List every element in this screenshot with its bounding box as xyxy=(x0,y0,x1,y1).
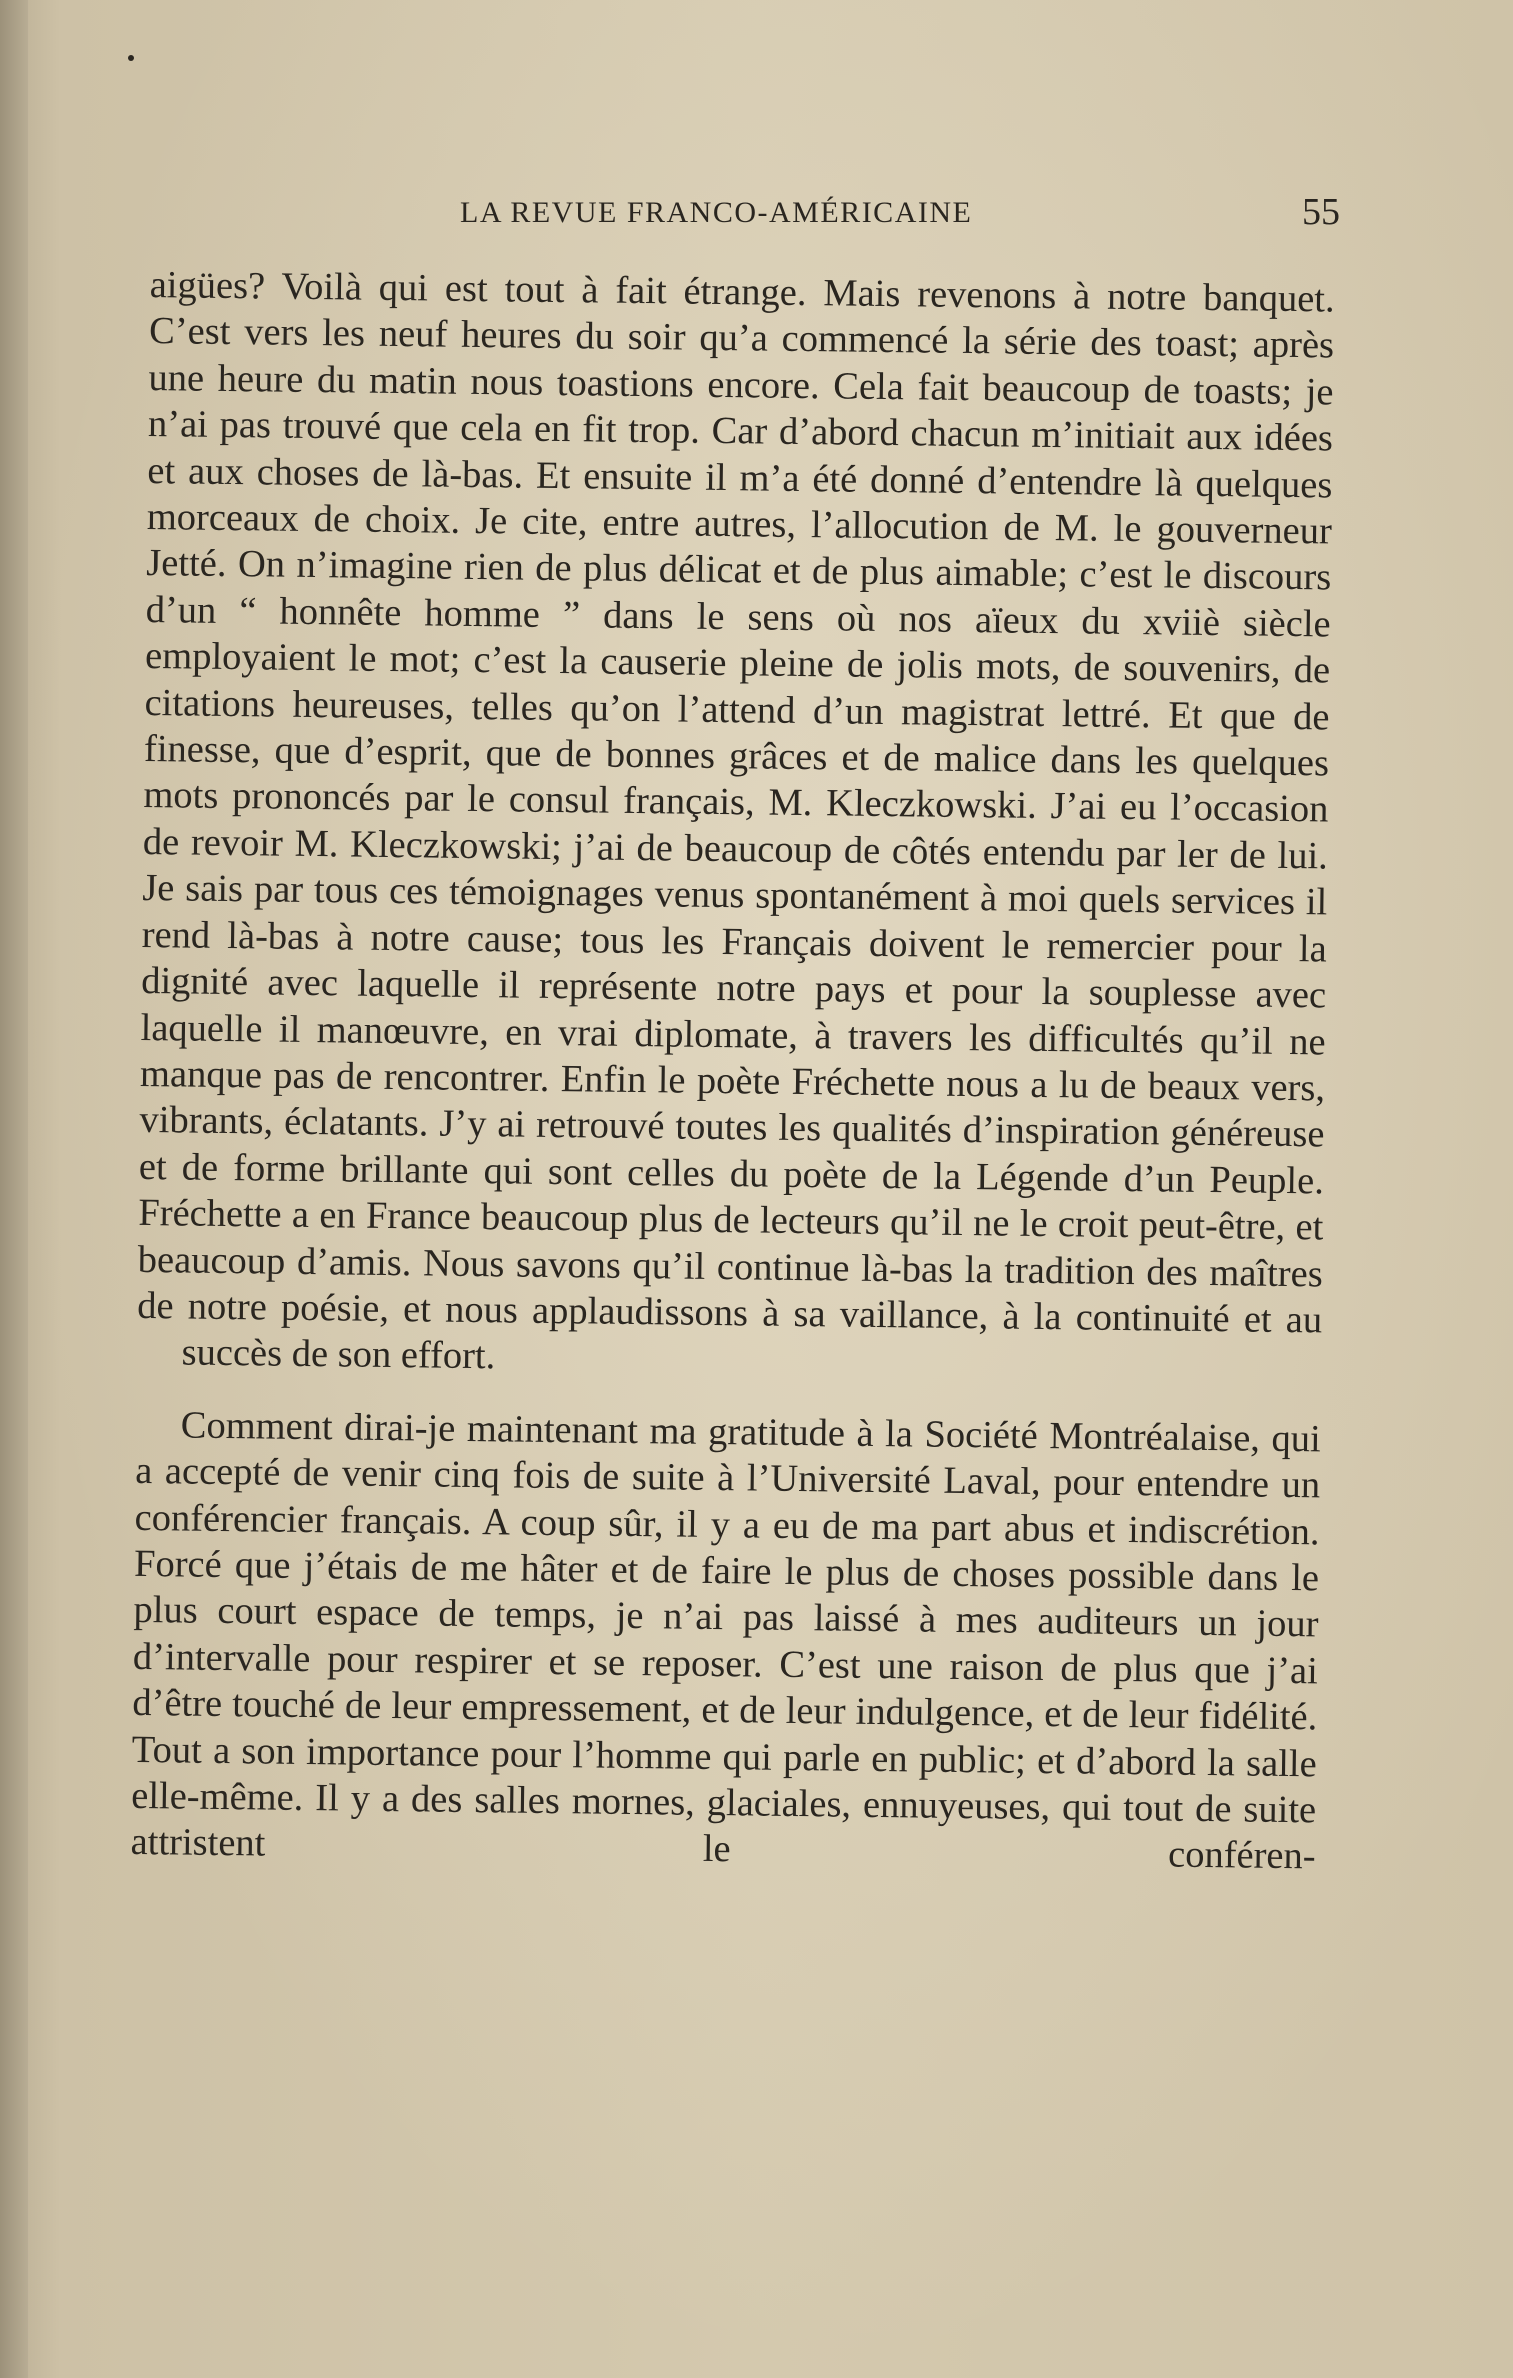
paragraph-1-text: aigües? Voilà qui est tout à fait étrange. Mais revenons à notre banquet. C’est vers les neuf heures du soir qu’a commencé la série des toast; après une heure du matin nous toastions encore. Cela fait beaucoup de toasts; je n’ai pas trouvé que cela en fit trop. Car d’abord chacun m’initiait aux idées et aux choses de là-bas. Et ensuite il m’a été donné d’entendre là quelques morceaux de choix. Je cite, entre autres, l’allocution de M. le gouverneur Jetté. On n’imagine rien de plus délicat et de plus aimable; c’est le discours d’un “ honnête homme ” dans le sens où nos aïeux du xviiè siècle employaient le mot; c’est la causerie pleine de jolis mots, de souvenirs, de citations heureuses, telles qu’on l’attend d’un magistrat lettré. Et que de finesse, que d’esprit, que de bonnes grâces et de malice dans les quelques mots prononcés par le consul français, M. Kleczkowski. J’ai eu l’occasion de revoir M. Kleczkowski; j’ai de beaucoup de côtés entendu par ler de lui. Je sais par tous ces témoignages venus spontanément à moi quels services il rend là-bas à notre cause; tous les Français doivent le remercier pour la dignité avec laquelle il représente notre pays et pour la souplesse avec laquelle il manœuvre, en vrai diplomate, à travers les difficultés qu’il ne manque pas de rencontrer. Enfin le poète Fréchette nous a lu de beaux vers, vibrants, éclatants. J’y ai retrouvé toutes les qualités d’inspiration généreuse et de forme brillante qui sont celles du poète de la Légende d’un Peuple. Fréchette a en France beaucoup plus de lecteurs qu’il ne le croit peut-être, et beaucoup d’amis. Nous savons qu’il continue là-bas la tradition des maîtres de notre poésie, et nous applaudissons à sa vaillance, à la continuité et au xyxy=(136,263,1335,1342)
body-text xyxy=(130,262,1335,1880)
paragraph-2-text: Comment dirai-je maintenant ma gratitude à la Société Montréalaise, qui a accepté de venir cinq fois de suite à l’Université Laval, pour entendre un conférencier français. A coup sûr, il y a eu de ma part abus et indiscrétion. Forcé que j’étais de me hâter et de faire le plus de choses possible dans le plus court espace de temps, je n’ai pas laissé à mes auditeurs un jour d’intervalle pour respirer et se reposer. C’est une raison de plus que j’ai d’être touché de leur empressement, et de leur indulgence, et de leur fidélité. Tout a son importance pour l’homme qui parle en public; et d’abord la salle elle-même. Il y a des salles mornes, glaciales, ennuyeuses, qui tout de suite attristent le conféren- xyxy=(130,1404,1321,1878)
running-title: LA REVUE FRANCO-AMÉRICAINE xyxy=(460,196,973,229)
paragraph-1-last-line-text: succès de son effort. xyxy=(181,1331,496,1378)
page-number: 55 xyxy=(1302,191,1340,233)
paragraph-2 xyxy=(130,1402,1321,1881)
page-header xyxy=(150,186,1350,246)
paragraph-1 xyxy=(137,262,1335,1344)
page-gutter-shadow xyxy=(0,0,28,2378)
ink-speck xyxy=(128,55,134,61)
